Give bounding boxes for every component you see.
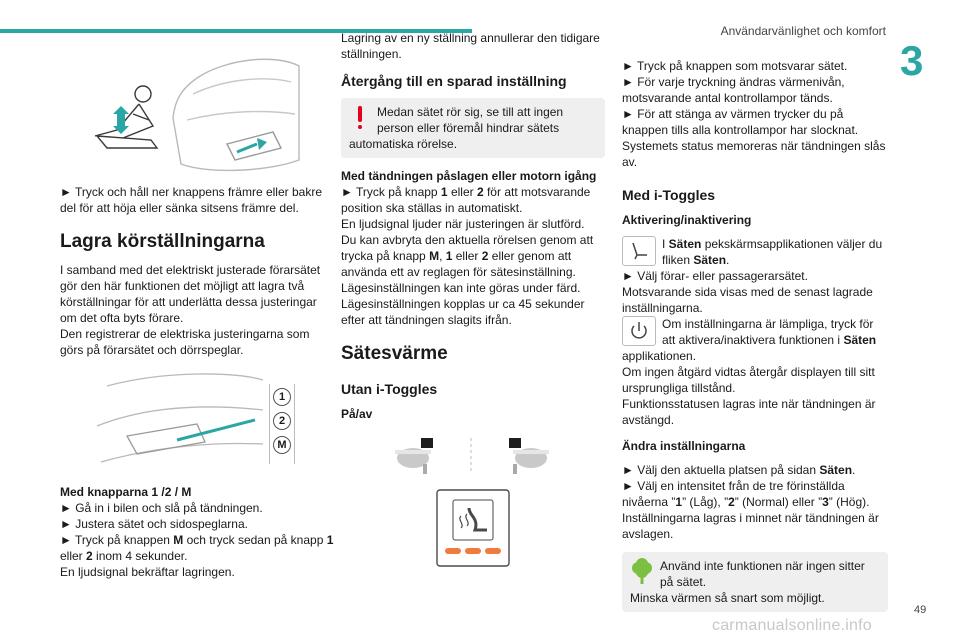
recall-no-driving: Lägesinställningen kan inte göras under färd. — [341, 281, 581, 295]
seat-app-icon — [622, 236, 656, 266]
right-seat-indicator — [509, 438, 549, 474]
eco-note — [622, 552, 888, 612]
change-step-2: ► Välj en intensitet från de tre förinställda nivåerna ”1” (Låg), ”2” (Normal) eller ”3” (Hög). — [622, 479, 870, 509]
itoggle-step-5: Om ingen åtgärd vidtas återgår displayen till sitt ursprungliga tillstånd. — [622, 365, 875, 395]
warning-icon — [349, 104, 371, 132]
column-3 — [622, 58, 888, 622]
heat-step-3: ► För att stänga av värmen trycker du på knappen tills alla kontrollampor har slocknat. — [622, 107, 859, 137]
itoggle-step-6: Funktionsstatusen lagras inte när tändningen är avstängd. — [622, 397, 876, 427]
chapter-number: 3 — [900, 37, 924, 84]
seat-heating-illustration — [341, 430, 605, 570]
subsection-heading-with-itoggles: Med i-Toggles — [622, 187, 716, 203]
memory-subheading: Med knapparna 1 /2 / M — [60, 485, 192, 499]
overwrite-note: Lagring av en ny ställning annullerar den tidigare ställningen. — [341, 31, 600, 61]
left-seat-indicator — [395, 438, 433, 474]
memory-buttons-illustration — [87, 366, 307, 472]
heating-button — [437, 490, 509, 566]
recall-signal: En ljudsignal ljuder när justeringen är slutförd. — [341, 217, 585, 231]
recall-subheading: Med tändningen påslagen eller motorn igång — [341, 169, 597, 183]
eco-tree-icon — [630, 558, 654, 586]
eco-text-2: Minska värmen så snart som möjligt. — [630, 591, 825, 605]
memory-button-panel — [269, 384, 295, 464]
memory-step-1: ► Gå in i bilen och slå på tändningen. — [60, 501, 263, 515]
memory-step-2: ► Justera sätet och sidospeglarna. — [60, 517, 248, 531]
store-records: Den registrerar de elektriska justeringarna som görs på förarsätet och dörrspeglar. — [60, 327, 310, 357]
column-1 — [60, 44, 334, 580]
subsection-heading-without-itoggles: Utan i-Toggles — [341, 381, 438, 397]
memory-button-m[interactable]: M — [273, 436, 291, 454]
eco-text: Använd inte funktionen när ingen sitter på sätet. — [660, 559, 865, 589]
warning-note — [341, 98, 605, 158]
power-icon — [622, 316, 656, 346]
heat-step-1: ► Tryck på knappen som motsvarar sätet. — [622, 59, 848, 73]
memory-button-2[interactable]: 2 — [273, 412, 291, 430]
section-heading-seat-heating: Sätesvärme — [341, 343, 448, 364]
itoggle-step-1: I Säten pekskärmsapplikationen väljer du fliken Säten. — [622, 236, 888, 268]
column-2 — [341, 30, 605, 570]
recall-timeout: Lägesinställningen kopplas ur ca 45 sekunder efter att tändningen slagits ifrån. — [341, 297, 585, 327]
subsection-heading-activation: Aktivering/inaktivering — [622, 213, 752, 227]
page-number: 49 — [914, 604, 927, 616]
header-title: Användarvänlighet och komfort — [720, 24, 886, 38]
change-step-1: ► Välj den aktuella platsen på sidan Säten. — [622, 463, 856, 477]
itoggle-step-3: Motsvarande sida visas med de senast lagrade inställningarna. — [622, 285, 873, 315]
heat-memory: Systemets status memoreras när tändningen slås av. — [622, 139, 886, 169]
memory-step-3: ► Tryck på knappen M och tryck sedan på knapp 1 eller 2 inom 4 sekunder. — [60, 533, 334, 563]
heat-step-2: ► För varje tryckning ändras värmenivån, motsvarande antal kontrollampor tänds. — [622, 75, 845, 105]
recall-cancel: Du kan avbryta den aktuella rörelsen genom att trycka på knapp M, 1 eller 2 eller genom att använda ett av reglagen för sätesinställning. — [341, 233, 594, 279]
section-heading-recall: Återgång till en sparad inställning — [341, 73, 567, 89]
itoggle-step-4: Om inställningarna är lämpliga, tryck för att aktivera/inaktivera funktionen i Säten applikationen. — [622, 317, 877, 363]
store-intro: I samband med det elektriskt justerade förarsätet gör den här funktionen det möjligt att lagra två körställningar för att underlätta dessa justeringar om det ofta byts förare. — [60, 263, 321, 325]
warning-text: Medan sätet rör sig, se till att ingen person eller föremål hindrar sätets automatiska rörelse. — [349, 105, 564, 151]
itoggle-step-2: ► Välj förar- eller passagerarsätet. — [622, 269, 808, 283]
seat-height-illustration — [77, 48, 317, 176]
door-seat-illustration — [87, 366, 267, 472]
memory-button-1[interactable]: 1 — [273, 388, 291, 406]
watermark: carmanualsonline.info — [712, 617, 872, 634]
tilt-instruction: ► Tryck och håll ner knappens främre eller bakre del för att höja eller sänka sitsens främre del. — [60, 185, 322, 215]
recall-step-1: ► Tryck på knapp 1 eller 2 för att motsvarande position ska ställas in automatiskt. — [341, 185, 591, 215]
change-memory: Inställningarna lagras i minnet när tändningen är avslagen. — [622, 511, 879, 541]
subsection-heading-change-settings: Ändra inställningarna — [622, 439, 746, 453]
memory-confirm: En ljudsignal bekräftar lagringen. — [60, 565, 235, 579]
section-heading-store-positions: Lagra körställningarna — [60, 231, 265, 252]
subsection-heading-on-off: På/av — [341, 407, 373, 421]
